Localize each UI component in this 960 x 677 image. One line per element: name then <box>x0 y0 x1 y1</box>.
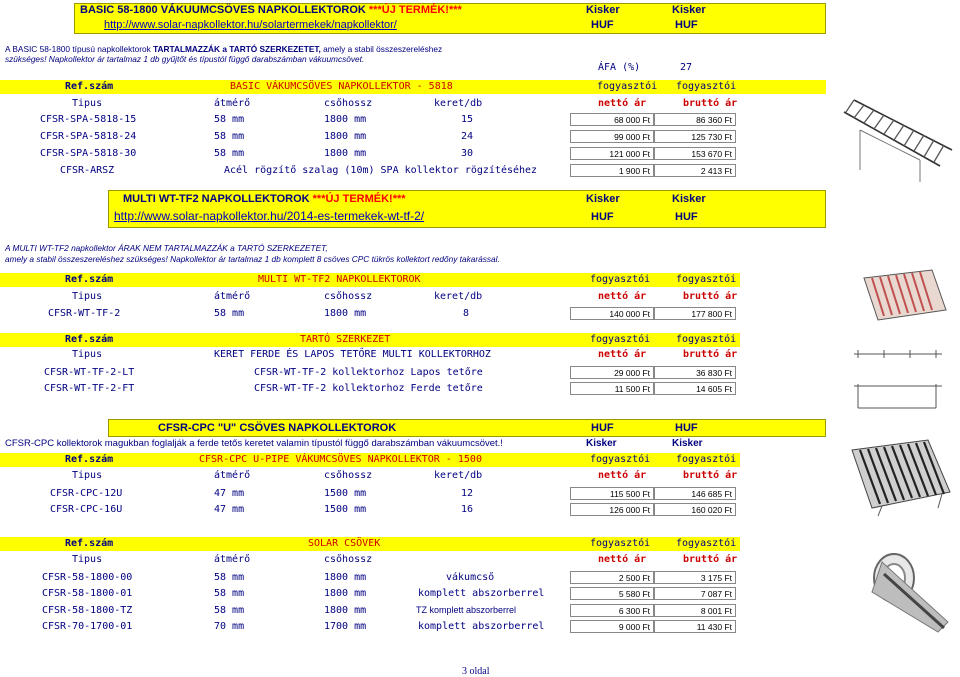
col-length: csőhossz <box>324 98 373 109</box>
row-diameter: 70 mm <box>214 621 245 632</box>
section1-table-subheader <box>0 97 826 111</box>
row-diameter: 58 mm <box>214 148 245 159</box>
row-length: 1800 mm <box>324 572 367 583</box>
col-net-price: nettó ár <box>598 554 647 565</box>
row-ref: CFSR-CPC-16U <box>50 504 123 515</box>
row-ref: CFSR-SPA-5818-24 <box>40 131 137 142</box>
row-tube-type: TZ komplett abszorberrel <box>416 605 517 615</box>
col-net-price: nettó ár <box>598 349 647 360</box>
section1-title <box>80 4 462 16</box>
col-consumer: fogyasztói <box>590 454 651 465</box>
row-gross-price: 177 800 Ft <box>654 307 736 320</box>
col-diameter: átmérő <box>214 470 251 481</box>
row-gross-price: 8 001 Ft <box>654 604 736 617</box>
intro-text: A BASIC 58-1800 típusú napkollektorok <box>5 44 154 54</box>
col-consumer: fogyasztói <box>676 334 737 345</box>
kisker-label: Kisker <box>586 4 620 16</box>
col-description: KERET FERDE ÉS LAPOS TETŐRE MULTI KOLLEKTORHOZ <box>214 349 491 360</box>
kisker-label: Kisker <box>586 193 620 205</box>
row-gross-price: 7 087 Ft <box>654 587 736 600</box>
col-type: Tipus <box>72 98 103 109</box>
table-title: MULTI WT-TF2 NAPKOLLEKTOROK <box>258 274 421 285</box>
section3-table-header <box>0 453 740 467</box>
row-net-price: 6 300 Ft <box>570 604 654 617</box>
row-length: 1700 mm <box>324 621 367 632</box>
section4-table-header <box>0 537 740 551</box>
row-diameter: 58 mm <box>214 572 245 583</box>
col-type: Tipus <box>72 349 103 360</box>
table-title: SOLAR CSÖVEK <box>308 538 381 549</box>
col-gross-price: bruttó ár <box>683 470 738 481</box>
col-net-price: nettó ár <box>598 470 647 481</box>
row-tube-type: vákumcső <box>446 572 495 583</box>
section2-url-link[interactable]: http://www.solar-napkollektor.hu/2014-es-termekek-wt-tf-2/ <box>114 209 425 223</box>
col-net-price: nettó ár <box>598 98 647 109</box>
col-consumer: fogyasztói <box>590 334 651 345</box>
multi-collector-image <box>860 266 950 326</box>
table-row <box>0 112 740 127</box>
table-row <box>0 586 740 601</box>
table-row <box>0 306 740 321</box>
col-frame: keret/db <box>434 291 483 302</box>
section2-title-text: MULTI WT-TF2 NAPKOLLEKTOROK <box>123 193 313 205</box>
cpc-collector-image <box>842 438 956 518</box>
row-net-price: 68 000 Ft <box>570 113 654 126</box>
row-frame: 16 <box>461 504 474 515</box>
row-net-price: 2 500 Ft <box>570 571 654 584</box>
frame-sketch-image <box>848 344 948 416</box>
col-diameter: átmérő <box>214 98 251 109</box>
col-consumer: fogyasztói <box>590 274 651 285</box>
row-description: CFSR-WT-TF-2 kollektorhoz Lapos tetőre <box>254 367 483 378</box>
row-ref: CFSR-WT-TF-2 <box>48 308 121 319</box>
row-ref: CFSR-70-1700-01 <box>42 621 133 632</box>
row-net-price: 29 000 Ft <box>570 366 654 379</box>
row-net-price: 115 500 Ft <box>570 487 654 500</box>
table-title: TARTÓ SZERKEZET <box>300 334 391 345</box>
section1-url-link[interactable]: http://www.solar-napkollektor.hu/solartermekek/napkollektor/ <box>104 19 397 31</box>
row-ref: CFSR-58-1800-TZ <box>42 605 133 616</box>
row-length: 1800 mm <box>324 308 367 319</box>
section3-intro-row <box>0 437 826 451</box>
row-frame: 30 <box>461 148 474 159</box>
row-length: 1500 mm <box>324 488 367 499</box>
col-consumer: fogyasztói <box>597 81 658 92</box>
col-consumer: fogyasztói <box>676 81 737 92</box>
table-row <box>0 129 740 144</box>
col-type: Tipus <box>72 470 103 481</box>
row-frame: 15 <box>461 114 474 125</box>
col-ref: Ref.szám <box>65 538 114 549</box>
huf-label: HUF <box>591 19 614 31</box>
row-length: 1800 mm <box>324 114 367 125</box>
col-gross-price: bruttó ár <box>683 349 738 360</box>
kisker-label: Kisker <box>672 438 703 449</box>
basic-collector-image <box>840 90 956 186</box>
row-ref: CFSR-ARSZ <box>60 165 115 176</box>
row-net-price: 9 000 Ft <box>570 620 654 633</box>
huf-label: HUF <box>675 211 698 223</box>
section1-intro-line2: szükséges! Napkollektor ár tartalmaz 1 db gyűjtőt és típustól függő darabszámban vákuumcsövet. <box>5 54 365 64</box>
section2-intro-line1: A MULTI WT-TF2 napkollektor ÁRAK NEM TARTALMAZZÁK a TARTÓ SZERKEZETET, <box>5 243 328 253</box>
row-frame: 8 <box>463 308 470 319</box>
vacuum-tube-image <box>860 544 956 638</box>
col-gross-price: bruttó ár <box>683 291 738 302</box>
table-row <box>0 381 740 396</box>
section2-title <box>123 193 406 205</box>
table-row <box>0 146 740 161</box>
section2-new-tag: ***ÚJ TERMÉK!*** <box>312 193 406 205</box>
row-net-price: 126 000 Ft <box>570 503 654 516</box>
row-length: 1800 mm <box>324 605 367 616</box>
section3-intro: CFSR-CPC kollektorok magukban foglalják a ferde tetős keretet valamin típustól függő darabszámban vákuumcsövet.! <box>5 438 503 449</box>
page-number: 3 oldal <box>462 666 490 677</box>
col-consumer: fogyasztói <box>590 538 651 549</box>
col-length: csőhossz <box>324 470 373 481</box>
row-ref: CFSR-WT-TF-2-FT <box>44 383 135 394</box>
col-frame: keret/db <box>434 470 483 481</box>
row-gross-price: 146 685 Ft <box>654 487 736 500</box>
row-ref: CFSR-CPC-12U <box>50 488 123 499</box>
row-net-price: 11 500 Ft <box>570 382 654 395</box>
section1-intro-line1 <box>5 44 442 54</box>
col-consumer: fogyasztói <box>676 274 737 285</box>
kisker-label: Kisker <box>672 193 706 205</box>
col-net-price: nettó ár <box>598 291 647 302</box>
row-net-price: 121 000 Ft <box>570 147 654 160</box>
row-ref: CFSR-WT-TF-2-LT <box>44 367 135 378</box>
table-title: BASIC VÁKUMCSÖVES NAPKOLLEKTOR - 5818 <box>230 81 453 92</box>
section2-table-header <box>0 273 740 287</box>
col-gross-price: bruttó ár <box>683 98 738 109</box>
row-diameter: 58 mm <box>214 605 245 616</box>
col-type: Tipus <box>72 554 103 565</box>
row-gross-price: 3 175 Ft <box>654 571 736 584</box>
huf-label: HUF <box>591 211 614 223</box>
row-ref: CFSR-SPA-5818-15 <box>40 114 137 125</box>
row-ref: CFSR-SPA-5818-30 <box>40 148 137 159</box>
row-gross-price: 160 020 Ft <box>654 503 736 516</box>
intro-bold-text: TARTALMAZZÁK a TARTÓ SZERKEZETET, <box>153 44 321 54</box>
col-ref: Ref.szám <box>65 274 114 285</box>
row-gross-price: 2 413 Ft <box>654 164 736 177</box>
row-diameter: 58 mm <box>214 588 245 599</box>
row-ref: CFSR-58-1800-00 <box>42 572 133 583</box>
row-frame: 24 <box>461 131 474 142</box>
col-ref: Ref.szám <box>65 334 114 345</box>
row-length: 1800 mm <box>324 148 367 159</box>
row-diameter: 58 mm <box>214 114 245 125</box>
row-net-price: 99 000 Ft <box>570 130 654 143</box>
col-ref: Ref.szám <box>65 454 114 465</box>
huf-label: HUF <box>591 422 614 434</box>
section1-title-text: BASIC 58-1800 VÁKUUMCSÖVES NAPKOLLEKTOROK <box>80 4 369 16</box>
row-gross-price: 86 360 Ft <box>654 113 736 126</box>
row-diameter: 58 mm <box>214 308 245 319</box>
section3-title: CFSR-CPC "U" CSÖVES NAPKOLLEKTOROK <box>158 422 397 434</box>
row-diameter: 58 mm <box>214 131 245 142</box>
col-length: csőhossz <box>324 291 373 302</box>
kisker-label: Kisker <box>586 438 617 449</box>
vat-value: 27 <box>680 62 693 73</box>
table-row <box>0 502 740 517</box>
tarto-table-subheader <box>0 348 740 362</box>
row-net-price: 1 900 Ft <box>570 164 654 177</box>
huf-label: HUF <box>675 422 698 434</box>
kisker-label: Kisker <box>672 4 706 16</box>
intro-text: amely a stabil összeszereléshez <box>320 44 443 54</box>
tarto-table-header <box>0 333 740 347</box>
row-gross-price: 14 605 Ft <box>654 382 736 395</box>
section2-intro-line2: amely a stabil összeszereléshez szükséges! Napkollektor ár tartalmaz 1 db komplett 8 csöves CPC tükrös kollektort redőny takarással. <box>5 254 500 264</box>
row-gross-price: 153 670 Ft <box>654 147 736 160</box>
row-frame: 12 <box>461 488 474 499</box>
section2-table-subheader <box>0 290 740 304</box>
row-ref: CFSR-58-1800-01 <box>42 588 133 599</box>
row-gross-price: 11 430 Ft <box>654 620 736 633</box>
section3-table-subheader <box>0 469 740 483</box>
table-row <box>0 619 740 634</box>
col-gross-price: bruttó ár <box>683 554 738 565</box>
row-description: CFSR-WT-TF-2 kollektorhoz Ferde tetőre <box>254 383 483 394</box>
row-tube-type: komplett abszorberrel <box>418 588 545 599</box>
table-row <box>0 486 740 501</box>
huf-label: HUF <box>675 19 698 31</box>
section1-new-tag: ***ÚJ TERMÉK!*** <box>368 4 462 16</box>
table-title: CFSR-CPC U-PIPE VÁKUMCSÖVES NAPKOLLEKTOR - 1500 <box>199 454 482 465</box>
row-tube-type: komplett abszorberrel <box>418 621 545 632</box>
col-type: Tipus <box>72 291 103 302</box>
table-row <box>0 570 740 585</box>
section1-table-header <box>0 80 826 94</box>
row-length: 1500 mm <box>324 504 367 515</box>
table-row <box>0 603 740 618</box>
row-length: 1800 mm <box>324 588 367 599</box>
table-row <box>0 365 740 380</box>
col-length: csőhossz <box>324 554 373 565</box>
row-gross-price: 36 830 Ft <box>654 366 736 379</box>
col-diameter: átmérő <box>214 291 251 302</box>
col-diameter: átmérő <box>214 554 251 565</box>
col-consumer: fogyasztói <box>676 538 737 549</box>
row-length: 1800 mm <box>324 131 367 142</box>
row-diameter: 47 mm <box>214 504 245 515</box>
row-diameter: 47 mm <box>214 488 245 499</box>
col-frame: keret/db <box>434 98 483 109</box>
row-net-price: 5 580 Ft <box>570 587 654 600</box>
col-consumer: fogyasztói <box>676 454 737 465</box>
row-description: Acél rögzítő szalag (10m) SPA kollektor rögzítéséhez <box>224 165 538 176</box>
vat-label: ÁFA (%) <box>598 62 641 73</box>
row-gross-price: 125 730 Ft <box>654 130 736 143</box>
col-ref: Ref.szám <box>65 81 114 92</box>
table-row <box>0 163 740 178</box>
section4-table-subheader <box>0 553 740 567</box>
row-net-price: 140 000 Ft <box>570 307 654 320</box>
